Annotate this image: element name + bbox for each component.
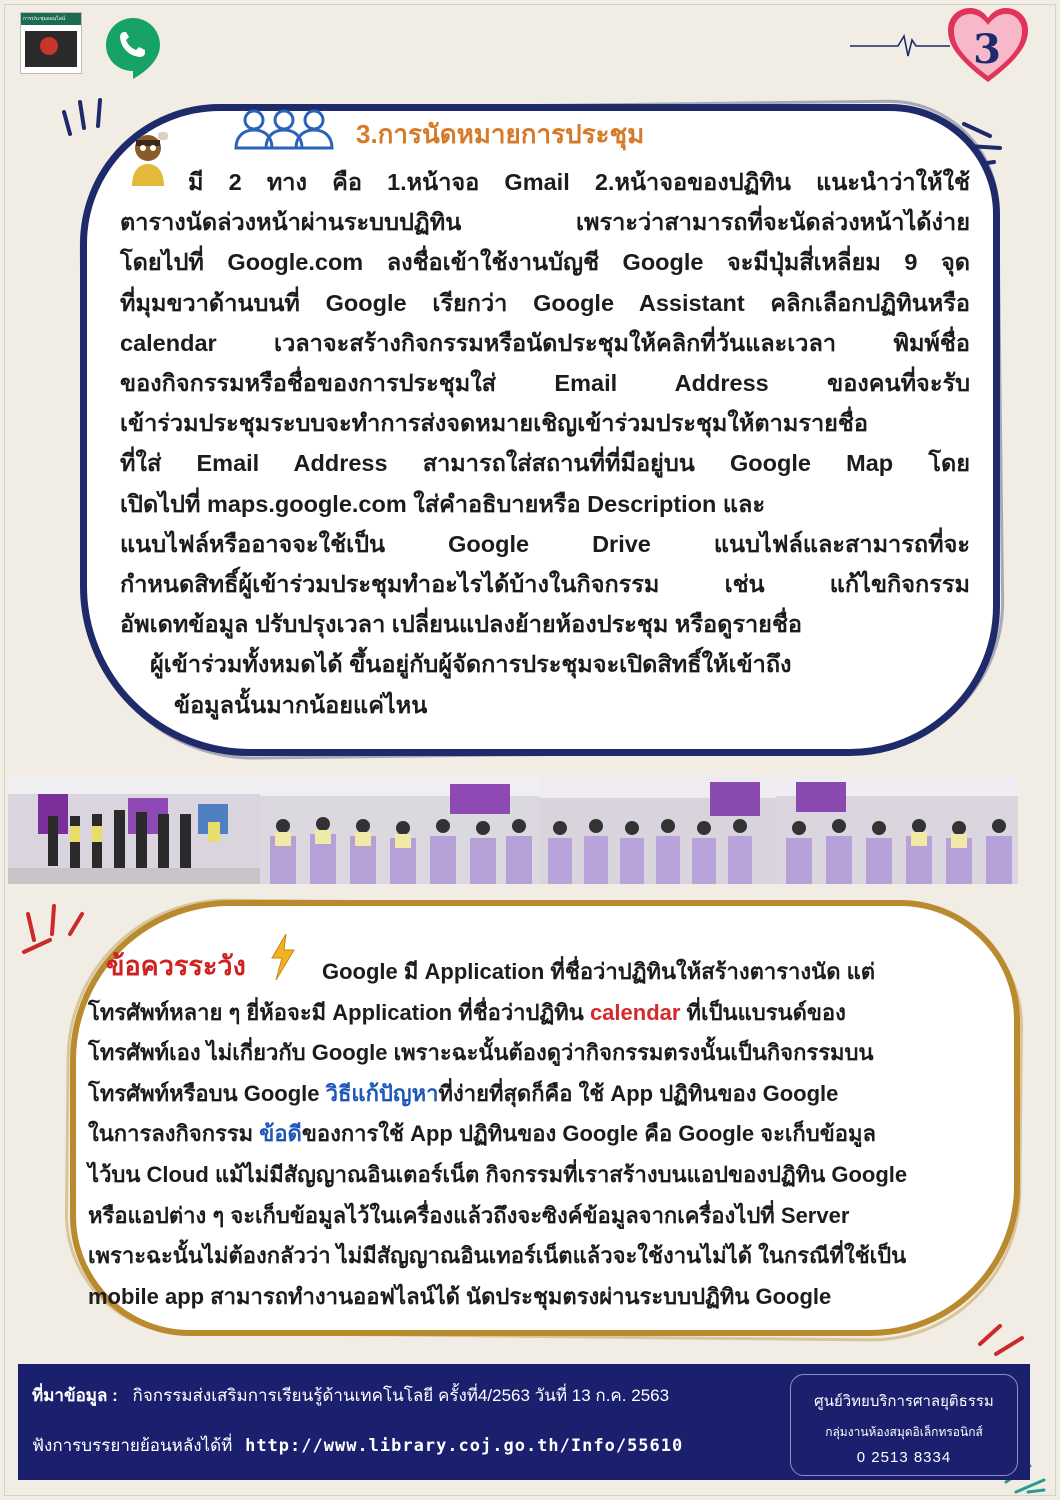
body-line: โดยไปที่ Google.com ลงชื่อเข้าใช้งานบัญชี Google จะมีปุ่มสี่เหลี่ยม 9 จุด xyxy=(120,249,970,276)
caution-text: โทรศัพท์หลาย ๆ ยี่ห้อจะมี Application ที่ชื่อว่าปฏิทิน xyxy=(88,999,590,1025)
body-line: เข้าร่วมประชุมระบบจะทำการส่งจดหมายเชิญเข้าร่วมประชุมให้ตามรายชื่อ xyxy=(120,410,868,437)
caution-text: โทรศัพท์หรือบน Google xyxy=(88,1080,326,1106)
organization-subunit: กลุ่มงานห้องสมุดอิเล็กทรอนิกส์ xyxy=(825,1425,983,1439)
event-photo xyxy=(776,776,1018,884)
body-line: calendar เวลาจะสร้างกิจกรรมหรือนัดประชุมให้คลิกที่วันและเวลา พิมพ์ชื่อ xyxy=(120,329,970,356)
caution-line xyxy=(88,1114,1000,1155)
advantage-highlight: ข้อดี xyxy=(259,1121,302,1147)
body-line: ตารางนัดล่วงหน้าผ่านระบบปฏิทิน เพราะว่าสามารถที่จะนัดล่วงหน้าได้ง่าย xyxy=(120,209,970,236)
caution-text: ที่เป็นแบรนด์ของ xyxy=(680,999,846,1025)
section-title: 3.การนัดหมายการประชุม xyxy=(356,119,645,149)
body-line: ที่ใส่ Email Address สามารถใส่สถานที่ที่มีอยู่บน Google Map โดย xyxy=(120,450,970,477)
body-line: ข้อมูลนั้นมากน้อยแค่ไหน xyxy=(174,691,428,718)
phone-call-icon xyxy=(104,16,162,80)
caution-line: เพราะฉะนั้นไม่ต้องกลัวว่า ไม่มีสัญญาณอินเทอร์เน็ตแล้วจะใช้งานไม่ได้ ในกรณีที่ใช้เป็น xyxy=(88,1243,907,1269)
meet-avatar-icon xyxy=(40,37,58,55)
caution-line: หรือแอปต่าง ๆ จะเก็บข้อมูลไว้ในเครื่องแล้วถึงจะซิงค์ข้อมูลจากเครื่องไปที่ Server xyxy=(88,1202,850,1228)
event-photos-strip xyxy=(8,776,1018,884)
section-body xyxy=(120,162,970,725)
caution-line: Google มี Application ที่ชื่อว่าปฏิทินให้สร้างตารางนัด แต่ xyxy=(322,959,876,984)
event-photo xyxy=(260,776,540,884)
replay-label: ฟังการบรรยายย้อนหลังได้ที่ xyxy=(32,1436,233,1455)
meet-thumbnail xyxy=(20,12,82,74)
people-group-icon xyxy=(232,108,336,152)
caution-line: mobile app สามารถทำงานออฟไลน์ได้ นัดประชุมตรงผ่านระบบปฏิทิน Google xyxy=(88,1283,832,1309)
body-line: เปิดไปที่ maps.google.com ใส่คำอธิบายหรือ Description และ xyxy=(120,490,766,517)
body-line: แนบไฟล์หรืออาจจะใช้เป็น Google Drive แนบไฟล์และสามารถที่จะ xyxy=(120,530,970,557)
replay-link[interactable]: http://www.library.coj.go.th/Info/55610 xyxy=(245,1436,684,1456)
page-number: 3 xyxy=(973,26,1001,73)
body-line: ของกิจกรรมหรือชื่อของการประชุมใส่ Email Address ของคนที่จะรับ xyxy=(120,370,970,397)
source-line xyxy=(32,1382,669,1409)
replay-line xyxy=(32,1432,683,1459)
solution-highlight: วิธีแก้ปัญหา xyxy=(325,1080,439,1106)
caution-line: ไว้บน Cloud แม้ไม่มีสัญญาณอินเตอร์เน็ต กิจกรรมที่เราสร้างบนแอปของปฏิทิน Google xyxy=(88,1161,908,1187)
calendar-highlight: calendar xyxy=(589,999,681,1025)
body-line: อัพเดทข้อมูล ปรับปรุงเวลา เปลี่ยนแปลงย้ายห้องประชุม หรือดูรายชื่อ xyxy=(120,611,803,638)
caution-text: ในการลงกิจกรรม xyxy=(88,1121,260,1147)
event-photo xyxy=(8,776,260,884)
caution-line xyxy=(88,1074,1000,1115)
event-photo xyxy=(540,776,776,884)
caution-text: ของการใช้ App ปฏิทินของ Google คือ Google จะเก็บข้อมูล xyxy=(301,1121,876,1147)
organization-box xyxy=(790,1374,1018,1476)
caution-line: โทรศัพท์เอง ไม่เกี่ยวกับ Google เพราะฉะนั้นต้องดูว่ากิจกรรมตรงนั้นเป็นกิจกรรมบน xyxy=(88,1040,874,1066)
heartbeat-line-icon xyxy=(850,30,950,60)
source-text: กิจกรรมส่งเสริมการเรียนรู้ด้านเทคโนโลยี ครั้งที่4/2563 วันที่ 13 ก.ค. 2563 xyxy=(132,1386,670,1405)
caution-body xyxy=(88,952,1000,1317)
body-line: ที่มุมขวาด้านบนที่ Google เรียกว่า Google Assistant คลิกเลือกปฏิทินหรือ xyxy=(120,289,970,316)
body-line: กำหนดสิทธิ์ผู้เข้าร่วมประชุมทำอะไรได้บ้างในกิจกรรม เช่น แก้ไขกิจกรรม xyxy=(120,571,970,598)
caution-text: ที่ง่ายที่สุดก็คือ ใช้ App ปฏิทินของ Google xyxy=(438,1080,839,1106)
meet-thumbnail-title: การประชุมออนไลน์ xyxy=(21,13,81,25)
decorative-strokes-icon xyxy=(20,930,70,960)
body-line: มี 2 ทาง คือ 1.หน้าจอ Gmail 2.หน้าจอของปฏิทิน แนะนำว่าให้ใช้ xyxy=(188,169,970,195)
body-line: ผู้เข้าร่วมทั้งหมดได้ ขึ้นอยู่กับผู้จัดการประชุมจะเปิดสิทธิ์ให้เข้าถึง xyxy=(150,651,792,678)
source-label: ที่มาข้อมูล : xyxy=(32,1386,118,1405)
organization-phone: 0 2513 8334 xyxy=(856,1449,952,1466)
caution-title: ข้อควรระวัง xyxy=(106,951,246,981)
organization-name: ศูนย์วิทยบริการศาลยุติธรรม xyxy=(814,1393,994,1410)
caution-line xyxy=(88,993,1000,1034)
